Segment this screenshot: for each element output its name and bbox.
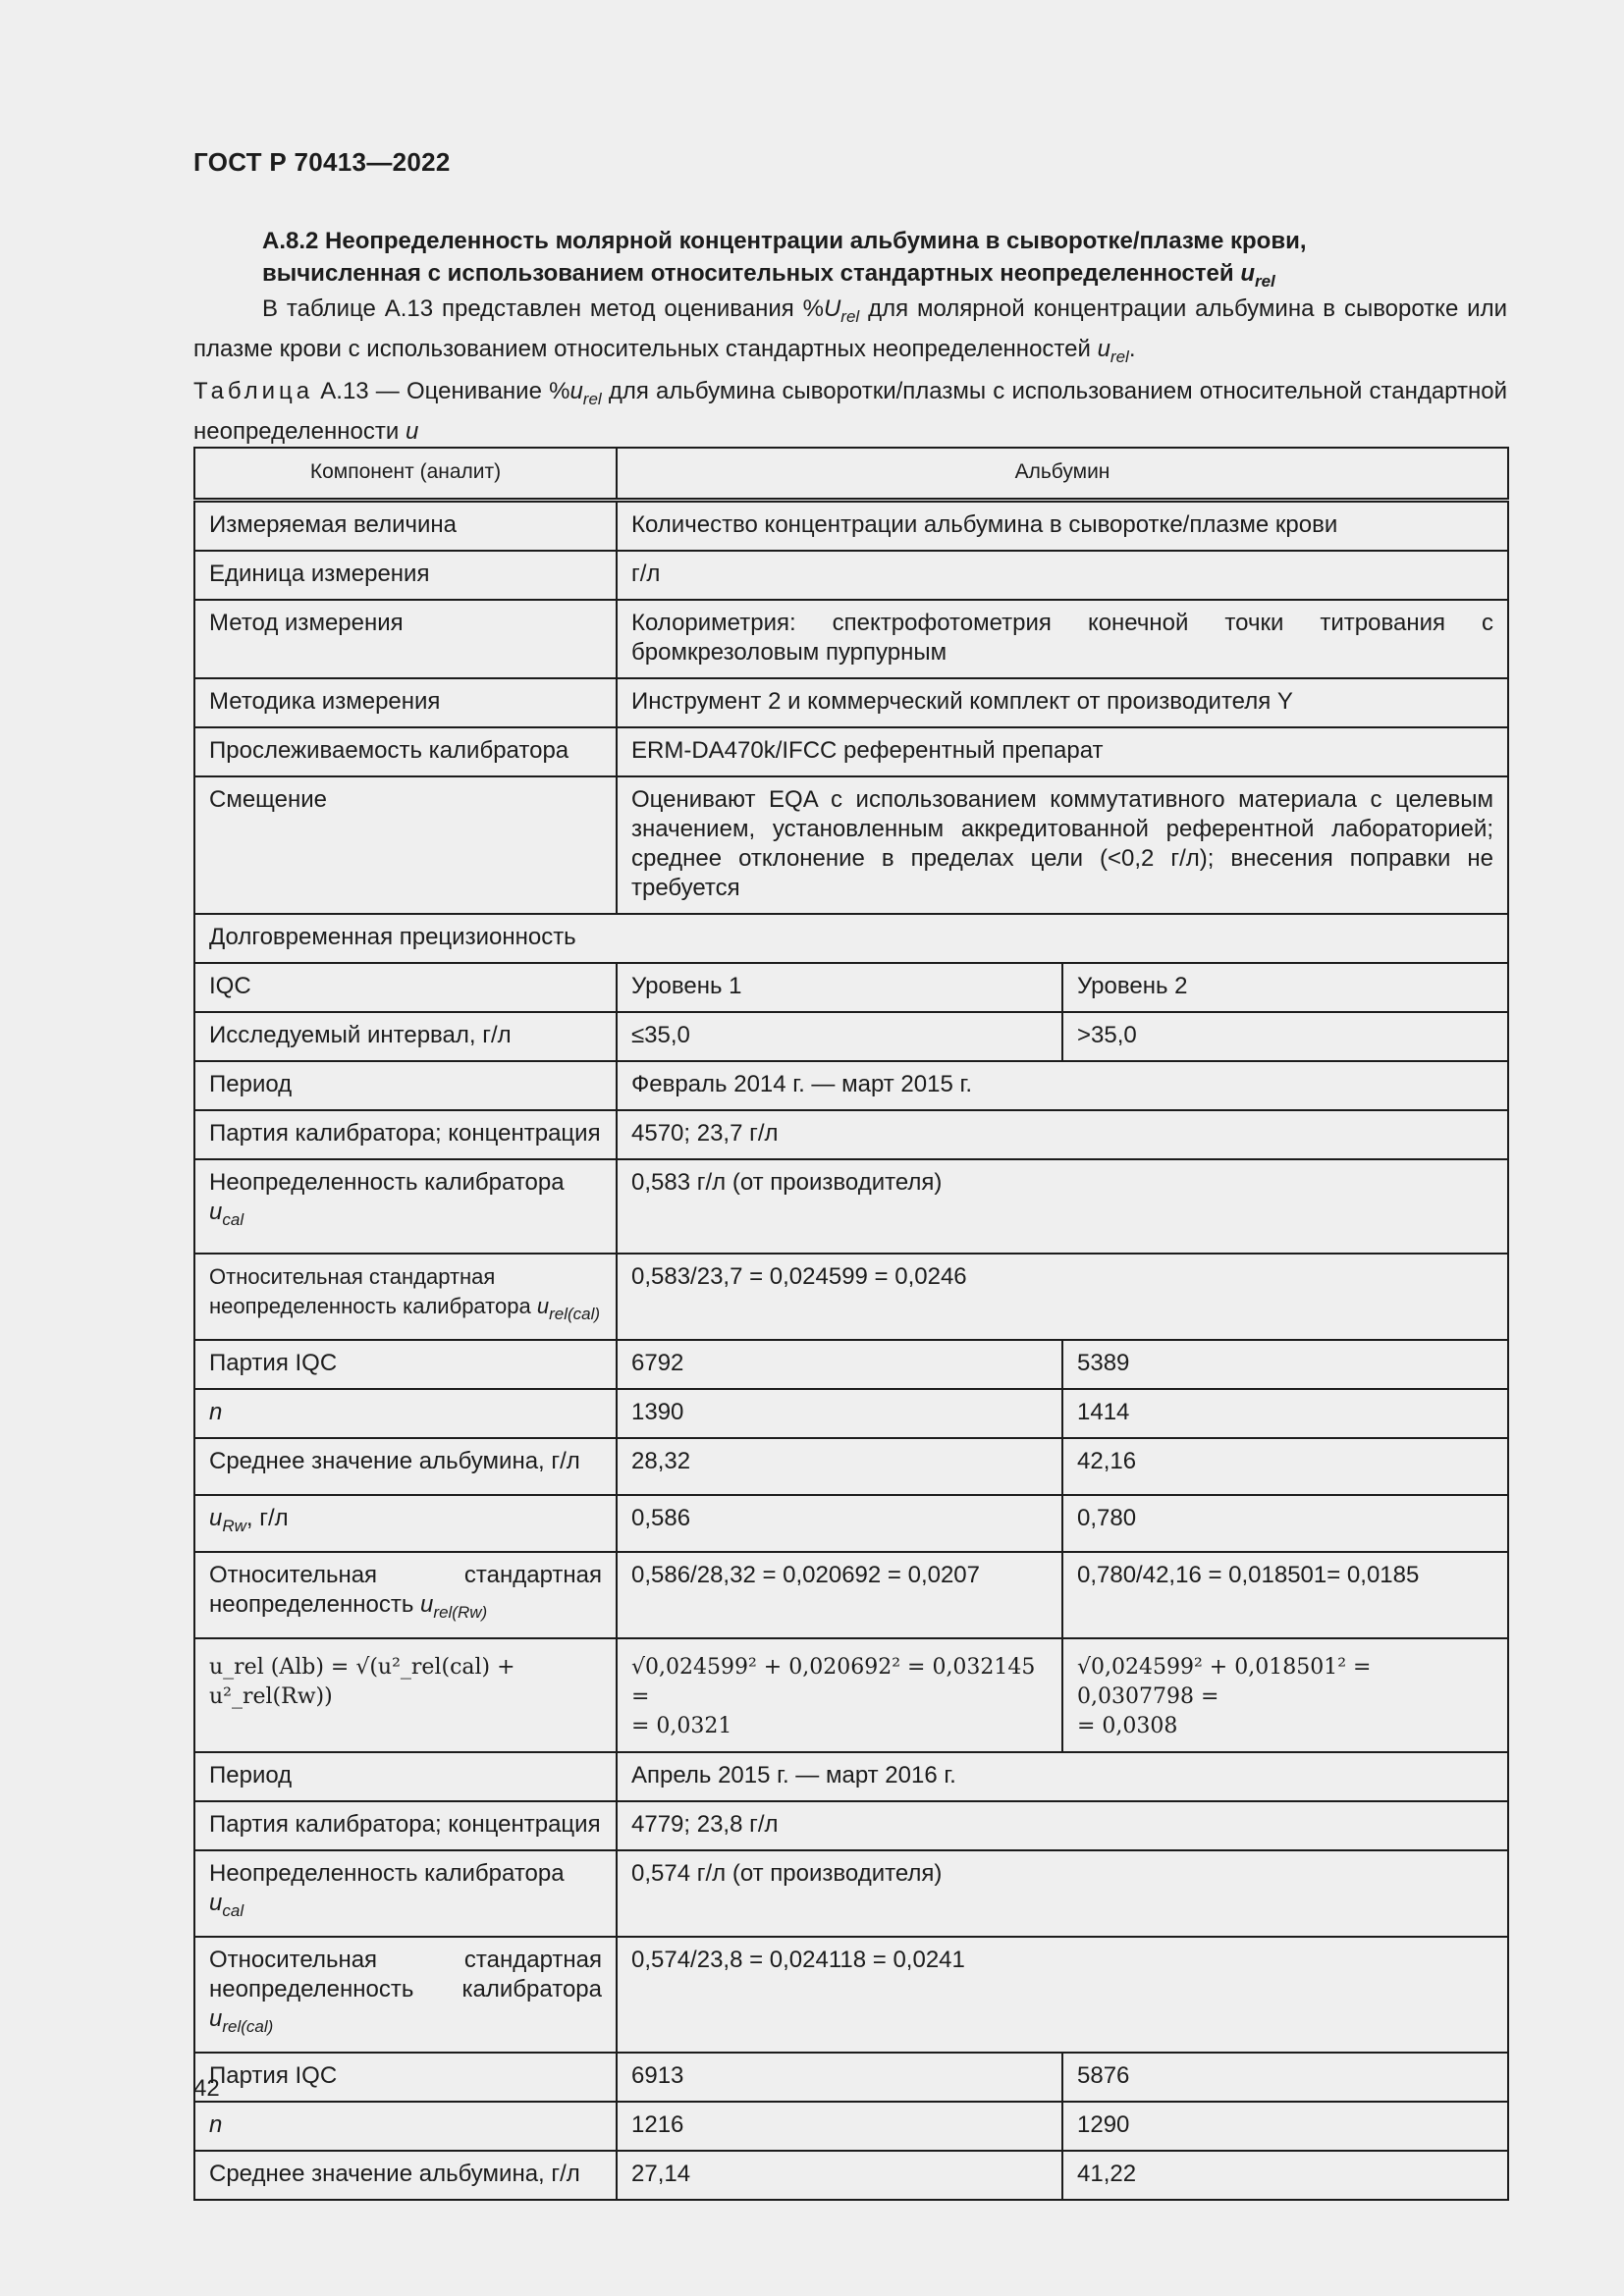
table-row [194,2151,1508,2200]
row-label: Период [194,1061,617,1110]
row-value-level2: 1290 [1062,2102,1508,2151]
caption-label: Таблица [193,378,314,404]
data-table [193,447,1509,2201]
row-value-level1: 1390 [617,1389,1062,1438]
row-value: 4779; 23,8 г/л [617,1801,1508,1850]
row-label [194,1254,617,1340]
row-value-level1: 28,32 [617,1438,1062,1495]
row-value-level1: 0,586/28,32 = 0,020692 = 0,0207 [617,1552,1062,1638]
section-heading-symbol: u [1240,260,1255,287]
row-label [194,1850,617,1937]
row-label: Партия IQC [194,2053,617,2102]
caption-text-1: А.13 — Оценивание % [313,378,570,404]
table-row [194,1495,1508,1552]
label-symbol: u [209,1199,223,1225]
table-row-formula [194,1638,1508,1752]
table-row [194,1552,1508,1638]
row-value-level2: 41,22 [1062,2151,1508,2200]
table-row [194,1110,1508,1159]
row-label: Смещение [194,776,617,914]
section-heading-text: вычисленная с использованием относительных стандартных неопределенностей [262,260,1241,287]
row-value: 0,583/23,7 = 0,024599 = 0,0246 [617,1254,1508,1340]
section-heading-line1: А.8.2 Неопределенность молярной концентрации альбумина в сыворотке/плазме крови, [262,228,1307,254]
row-value-level2: 0,780 [1062,1495,1508,1552]
table-row [194,551,1508,600]
row-value-level2: 0,780/42,16 = 0,018501= 0,0185 [1062,1552,1508,1638]
intro-end: . [1128,336,1136,362]
table-row [194,1937,1508,2053]
row-label: Среднее значение альбумина, г/л [194,2151,617,2200]
section-heading-subscript: rel [1254,272,1275,291]
row-label: Период [194,1752,617,1801]
header-cell-analyte: Альбумин [617,448,1508,501]
formula-value-level1 [617,1638,1062,1752]
table-row [194,1438,1508,1495]
table-row [194,914,1508,963]
row-value: 4570; 23,7 г/л [617,1110,1508,1159]
row-value: Колориметрия: спектрофотометрия конечной точки титрования с бромкрезоловым пурпурным [617,600,1508,678]
formula-value-level2 [1062,1638,1508,1752]
row-value-level2: 5389 [1062,1340,1508,1389]
intro-symbol-2: u [1097,336,1110,362]
row-value-level2: 1414 [1062,1389,1508,1438]
row-value: 0,583 г/л (от производителя) [617,1159,1508,1254]
formula-label: u_rel (Alb) = √(u²_rel(cal) + u²_rel(Rw)) [194,1638,617,1752]
row-value: 0,574/23,8 = 0,024118 = 0,0241 [617,1937,1508,2053]
table-row [194,1012,1508,1061]
table-row [194,963,1508,1012]
row-value: Количество концентрации альбумина в сыворотке/плазме крови [617,501,1508,552]
label-symbol: u [209,1890,223,1916]
row-label [194,1159,617,1254]
table-row [194,727,1508,776]
table-row [194,776,1508,914]
formula-result: = 0,0308 [1077,1714,1178,1738]
label-unit: , г/л [245,1505,289,1531]
row-value-level1: 0,586 [617,1495,1062,1552]
table-header-row [194,448,1508,501]
label-symbol: u [209,2005,223,2032]
label-symbol: u [420,1591,434,1618]
row-value: Оценивают EQA с использованием коммутативного материала с целевым значением, установленным аккредитованной референтной лабораторией; среднее отклонение в пределах цели (<0,2 г/л); внесения поправки не требуется [617,776,1508,914]
document-code: ГОСТ Р 70413—2022 [193,147,451,177]
label-text: Относительная стандартная неопределенность [209,1562,602,1618]
row-label: Методика измерения [194,678,617,727]
label-subscript: Rw [222,1517,246,1535]
label-subscript: rel(cal) [549,1305,601,1323]
intro-symbol-1: U [823,295,841,322]
caption-symbol: u [569,378,583,404]
row-value-level2: 5876 [1062,2053,1508,2102]
table-row [194,1340,1508,1389]
row-value-level2: 42,16 [1062,1438,1508,1495]
row-label: Прослеживаемость калибратора [194,727,617,776]
row-label: IQC [194,963,617,1012]
row-value: Инструмент 2 и коммерческий комплект от производителя Y [617,678,1508,727]
row-value-level1: 6792 [617,1340,1062,1389]
label-symbol: u [209,1505,223,1531]
row-value-level1: 1216 [617,2102,1062,2151]
formula-result: = 0,0321 [631,1714,732,1738]
table-row [194,600,1508,678]
formula-line: √0,024599² + 0,018501² = 0,0307798 = [1077,1655,1372,1709]
row-label [194,1495,617,1552]
table-row [194,1389,1508,1438]
row-label: Среднее значение альбумина, г/л [194,1438,617,1495]
row-value: Февраль 2014 г. — март 2015 г. [617,1061,1508,1110]
row-value: Апрель 2015 г. — март 2016 г. [617,1752,1508,1801]
formula-line: √0,024599² + 0,020692² = 0,032145 = [631,1655,1036,1709]
label-text: Относительная стандартная неопределенность калибратора [209,1264,537,1318]
table-row [194,1254,1508,1340]
row-label: Исследуемый интервал, г/л [194,1012,617,1061]
table-row [194,1801,1508,1850]
row-label: Единица измерения [194,551,617,600]
row-value-level1: 27,14 [617,2151,1062,2200]
page-number: 42 [193,2075,220,2102]
row-value: 0,574 г/л (от производителя) [617,1850,1508,1937]
section-heading-line2 [262,257,1362,297]
row-label: n [194,2102,617,2151]
row-label: Метод измерения [194,600,617,678]
caption-text-2: для альбумина сыворотки/плазмы с использованием относительной стандартной неопределенности [193,378,1508,445]
section-heading [262,225,1362,297]
label-text: Относительная стандартная неопределенность калибратора [209,1947,602,2002]
row-value-level1: 6913 [617,2053,1062,2102]
intro-paragraph [193,293,1507,373]
row-label: Измеряемая величина [194,501,617,552]
intro-subscript-2: rel [1110,347,1129,366]
header-cell-component: Компонент (аналит) [194,448,617,501]
label-subscript: cal [222,1901,244,1920]
label-text: Неопределенность калибратора [209,1860,565,1887]
table-row [194,1850,1508,1937]
row-value-level2: >35,0 [1062,1012,1508,1061]
table-row [194,2053,1508,2102]
row-label: Партия калибратора; концентрация [194,1801,617,1850]
label-subscript: rel(cal) [222,2017,274,2036]
label-subscript: cal [222,1210,244,1229]
row-value-level1: ≤35,0 [617,1012,1062,1061]
intro-text-1: В таблице А.13 представлен метод оценивания % [262,295,824,322]
row-label: n [194,1389,617,1438]
table-caption [193,375,1507,448]
row-label [194,1552,617,1638]
intro-text-2: для молярной концентрации альбумина в сыворотке или плазме крови с использованием относительных стандартных неопределенностей [193,295,1507,362]
row-value: г/л [617,551,1508,600]
label-subscript: rel(Rw) [433,1603,488,1622]
row-value-level1: Уровень 1 [617,963,1062,1012]
intro-subscript-1: rel [840,307,860,326]
table-row [194,1159,1508,1254]
table-row [194,501,1508,552]
caption-subscript: rel [582,390,602,408]
row-section-label: Долговременная прецизионность [194,914,1508,963]
table-row [194,1752,1508,1801]
row-value-level2: Уровень 2 [1062,963,1508,1012]
label-symbol: u [536,1294,550,1318]
label-text: Неопределенность калибратора [209,1169,565,1196]
table-row [194,2102,1508,2151]
table-row [194,678,1508,727]
row-label [194,1937,617,2053]
table-row [194,1061,1508,1110]
row-label: Партия калибратора; концентрация [194,1110,617,1159]
caption-symbol-2: u [405,418,419,445]
row-value: ERM-DA470k/IFCC референтный препарат [617,727,1508,776]
row-label: Партия IQC [194,1340,617,1389]
